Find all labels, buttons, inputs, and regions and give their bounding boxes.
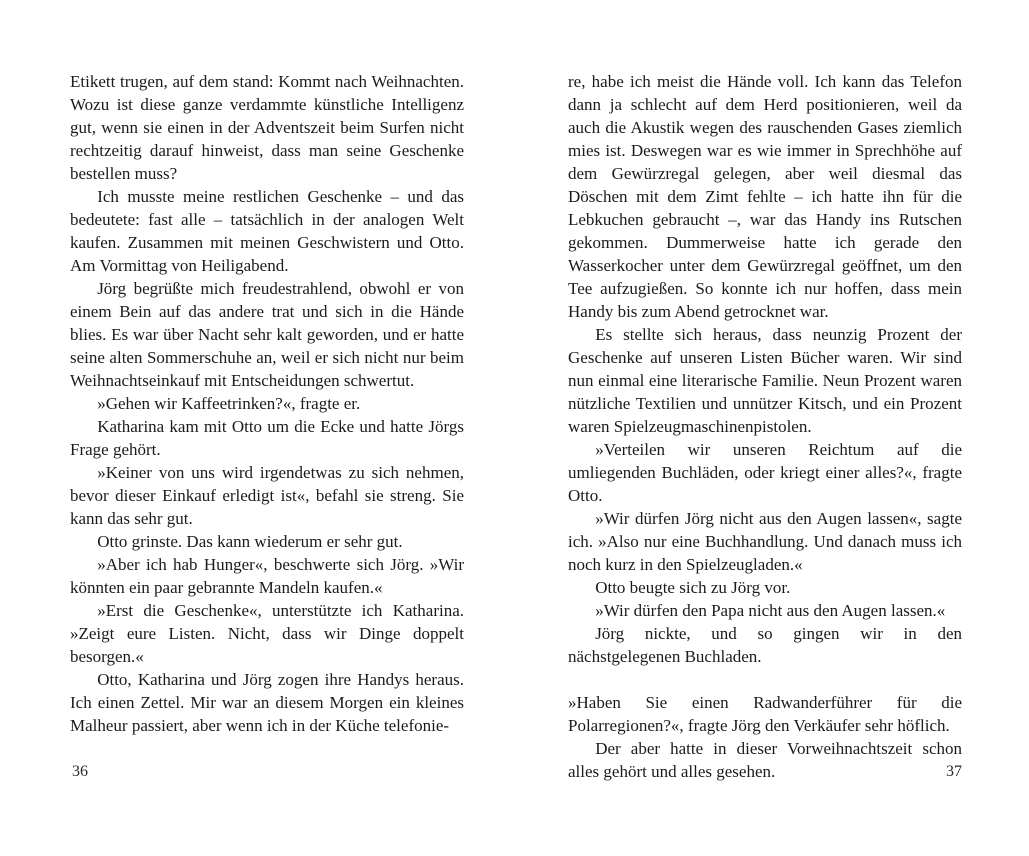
paragraph: Jörg nickte, und so gingen wir in den nächstgelegenen Buchladen. — [568, 624, 962, 666]
paragraph: Etikett trugen, auf dem stand: Kommt nach Weihnachten. Wozu ist diese ganze verdammte künstliche Intelligenz gut, wenn sie einen in der Adventszeit beim Surfen nicht rechtzeitig darauf hinweist, dass man seine Geschenke bestellen muss? — [70, 72, 464, 183]
paragraph: re, habe ich meist die Hände voll. Ich kann das Telefon dann ja schlecht auf dem Herd positionieren, weil da auch die Akustik wegen des rauschenden Gases ziemlich mies ist. Deswegen war es wie immer in Sprechhöhe auf dem Gewürzregal gelegen, aber weil diesmal das Döschen mit dem Zimt fehlte – ich hatte ihn für die Lebkuchen gebraucht –, war das Handy ins Rutschen gekommen. Dummerweise hatte ich gerade den Wasserkocher unter dem Gewürzregal geöffnet, um den Tee aufzugießen. So konnte ich nur hoffen, dass mein Handy bis zum Abend getrocknet war. — [568, 72, 962, 321]
right-page-text — [568, 70, 962, 783]
paragraph: »Aber ich hab Hunger«, beschwerte sich Jörg. »Wir könnten ein paar gebrannte Mandeln kaufen.« — [70, 555, 464, 597]
paragraph: Ich musste meine restlichen Geschenke – und das bedeutete: fast alle – tatsächlich in der analogen Welt kaufen. Zusammen mit meinen Geschwistern und Otto. Am Vormittag von Heiligabend. — [70, 187, 464, 275]
left-page-text — [70, 70, 464, 737]
paragraph: »Verteilen wir unseren Reichtum auf die umliegenden Buchläden, oder kriegt einer alles?«, fragte Otto. — [568, 440, 962, 505]
paragraph: Der aber hatte in dieser Vorweihnachtszeit schon alles gehört und alles gesehen. — [568, 739, 962, 781]
paragraph: Otto, Katharina und Jörg zogen ihre Handys heraus. Ich einen Zettel. Mir war an diesem Morgen ein kleines Malheur passiert, aber wenn ich in der Küche telefonie- — [70, 670, 464, 735]
left-page-number: 36 — [72, 763, 88, 780]
paragraph: »Haben Sie einen Radwanderführer für die Polarregionen?«, fragte Jörg den Verkäufer sehr höflich. — [568, 693, 962, 735]
paragraph: »Wir dürfen den Papa nicht aus den Augen lassen.« — [595, 601, 946, 620]
paragraph: »Gehen wir Kaffeetrinken?«, fragte er. — [97, 394, 361, 413]
paragraph: »Erst die Geschenke«, unterstützte ich Katharina. »Zeigt eure Listen. Nicht, dass wir Dinge doppelt besorgen.« — [70, 601, 464, 666]
paragraph: Otto grinste. Das kann wiederum er sehr gut. — [97, 532, 403, 551]
paragraph: Katharina kam mit Otto um die Ecke und hatte Jörgs Frage gehört. — [70, 417, 464, 459]
paragraph: Otto beugte sich zu Jörg vor. — [595, 578, 791, 597]
paragraph: »Wir dürfen Jörg nicht aus den Augen lassen«, sagte ich. »Also nur eine Buchhandlung. Und danach muss ich noch kurz in den Spielzeugladen.« — [568, 509, 962, 574]
right-page-number: 37 — [946, 763, 962, 780]
paragraph: »Keiner von uns wird irgendetwas zu sich nehmen, bevor dieser Einkauf erledigt ist«, befahl sie streng. Sie kann das sehr gut. — [70, 463, 464, 528]
paragraph: Jörg begrüßte mich freudestrahlend, obwohl er von einem Bein auf das andere trat und sich in die Hände blies. Es war über Nacht sehr kalt geworden, und er hatte seine alten Sommerschuhe an, weil er sich nicht nur beim Weihnachtseinkauf mit Entscheidungen schwertut. — [70, 279, 464, 390]
paragraph: Es stellte sich heraus, dass neunzig Prozent der Geschenke auf unseren Listen Bücher waren. Wir sind nun einmal eine literarische Familie. Neun Prozent waren nützliche Textilien und unnützer Kitsch, und ein Prozent waren Spielzeugmaschinenpistolen. — [568, 325, 962, 436]
